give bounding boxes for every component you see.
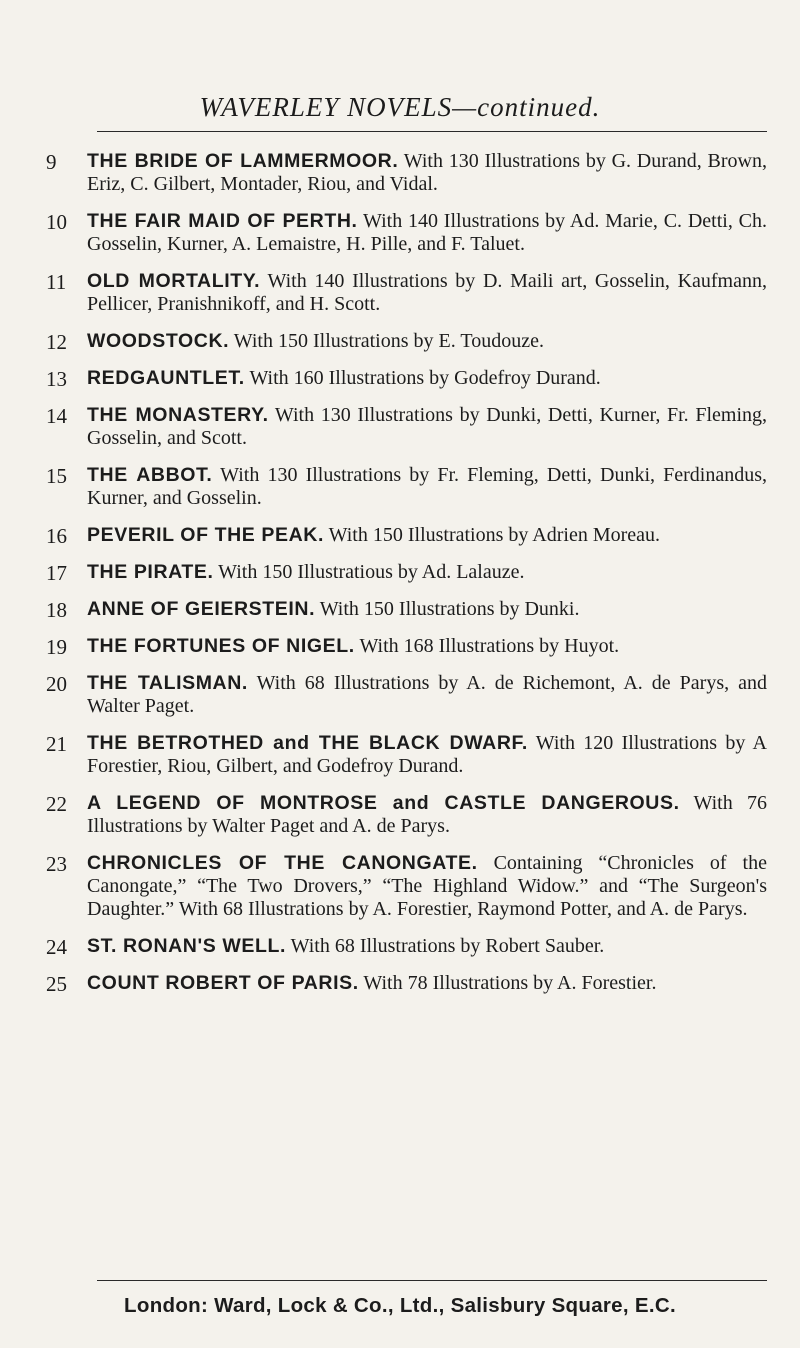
book-details: With 150 Illustrations by E. Toudouze. [233, 330, 544, 352]
book-title: PEVERIL OF THE PEAK. [87, 524, 325, 546]
list-item [0, 561, 800, 584]
entry-number: 10 [46, 210, 67, 234]
list-item [0, 852, 800, 921]
book-title: THE TALISMAN. [87, 672, 248, 694]
entry-number: 25 [46, 972, 67, 996]
book-title: ST. RONAN'S WELL. [87, 935, 287, 957]
entry-number: 22 [46, 792, 67, 816]
book-details: With 68 Illustrations by A. de Richemont, A. de Parys, and Walter Paget. [87, 672, 767, 717]
entry-number: 13 [46, 367, 67, 391]
entry-number: 11 [46, 270, 67, 294]
entry-number: 21 [46, 732, 67, 756]
book-details: With 150 Illustratious by Ad. Lalauze. [218, 561, 525, 583]
book-details: With 150 Illustrations by Adrien Moreau. [328, 524, 661, 546]
book-title: THE BETROTHED and THE BLACK DWARF. [87, 732, 528, 754]
list-item [0, 524, 800, 547]
list-item [0, 732, 800, 778]
list-item [0, 404, 800, 450]
book-details: With 68 Illustrations by Robert Sauber. [290, 935, 605, 957]
book-details: With 130 Illustrations by Dunki, Detti, Kurner, Fr. Fleming, Gosselin, and Scott. [87, 404, 767, 449]
top-divider [97, 131, 767, 132]
list-item [0, 972, 800, 995]
book-title: THE FORTUNES OF NIGEL. [87, 635, 355, 657]
entry-number: 20 [46, 672, 67, 696]
list-item [0, 210, 800, 256]
book-details: With 120 Illustrations by A Forestier, Riou, Gilbert, and Godefroy Durand. [87, 732, 767, 777]
book-details: With 150 Illustrations by Dunki. [319, 598, 580, 620]
list-item [0, 270, 800, 316]
list-item [0, 935, 800, 958]
book-details: With 78 Illustrations by A. Forestier. [363, 972, 657, 994]
bottom-divider [97, 1280, 767, 1281]
publisher-imprint: London: Ward, Lock & Co., Ltd., Salisbury Square, E.C. [124, 1294, 676, 1317]
entry-number: 19 [46, 635, 67, 659]
entry-number: 24 [46, 935, 67, 959]
list-item [0, 330, 800, 353]
book-title: A LEGEND OF MONTROSE and CASTLE DANGEROUS. [87, 792, 680, 814]
entry-number: 18 [46, 598, 67, 622]
book-details: With 130 Illustrations by G. Durand, Brown, Eriz, C. Gilbert, Montader, Riou, and Vidal. [87, 150, 767, 195]
entry-number: 16 [46, 524, 67, 548]
list-item [0, 464, 800, 510]
book-title: OLD MORTALITY. [87, 270, 261, 292]
list-item [0, 672, 800, 718]
entry-number: 15 [46, 464, 67, 488]
book-title: THE ABBOT. [87, 464, 213, 486]
list-item [0, 367, 800, 390]
book-title: THE BRIDE OF LAMMERMOOR. [87, 150, 399, 172]
list-item [0, 150, 800, 196]
book-title: THE MONASTERY. [87, 404, 269, 426]
entry-number: 9 [46, 150, 57, 174]
book-details: With 160 Illustrations by Godefroy Durand. [249, 367, 601, 389]
page-title: WAVERLEY NOVELS—continued. [199, 92, 601, 122]
list-item [0, 635, 800, 658]
book-details: With 140 Illustrations by D. Maili art, Gosselin, Kaufmann, Pellicer, Pranishnikoff, and H. Scott. [87, 270, 767, 315]
entry-number: 23 [46, 852, 67, 876]
list-item [0, 792, 800, 838]
book-details: With 76 Illustrations by Walter Paget and A. de Parys. [87, 792, 767, 837]
book-details: With 168 Illustrations by Huyot. [359, 635, 620, 657]
book-title: REDGAUNTLET. [87, 367, 245, 389]
book-details: Containing “Chronicles of the Canongate,” “The Two Drovers,” “The Highland Widow.” and “The Surgeon's Daughter.” With 68 Illustrations by A. Forestier, Raymond Potter, and A. de Parys. [87, 852, 767, 920]
book-title: THE FAIR MAID OF PERTH. [87, 210, 358, 232]
entry-number: 14 [46, 404, 67, 428]
book-title: ANNE OF GEIERSTEIN. [87, 598, 316, 620]
book-title: WOODSTOCK. [87, 330, 230, 352]
book-title: CHRONICLES OF THE CANONGATE. [87, 852, 478, 874]
book-details: With 140 Illustrations by Ad. Marie, C. Detti, Ch. Gosselin, Kurner, A. Lemaistre, H. Pille, and F. Taluet. [87, 210, 767, 255]
book-details: With 130 Illustrations by Fr. Fleming, Detti, Dunki, Ferdinandus, Kurner, and Gosselin. [87, 464, 768, 509]
book-title: THE PIRATE. [87, 561, 214, 583]
entry-number: 12 [46, 330, 67, 354]
list-item [0, 598, 800, 621]
entry-number: 17 [46, 561, 67, 585]
book-title: COUNT ROBERT OF PARIS. [87, 972, 359, 994]
book-list [0, 150, 800, 995]
